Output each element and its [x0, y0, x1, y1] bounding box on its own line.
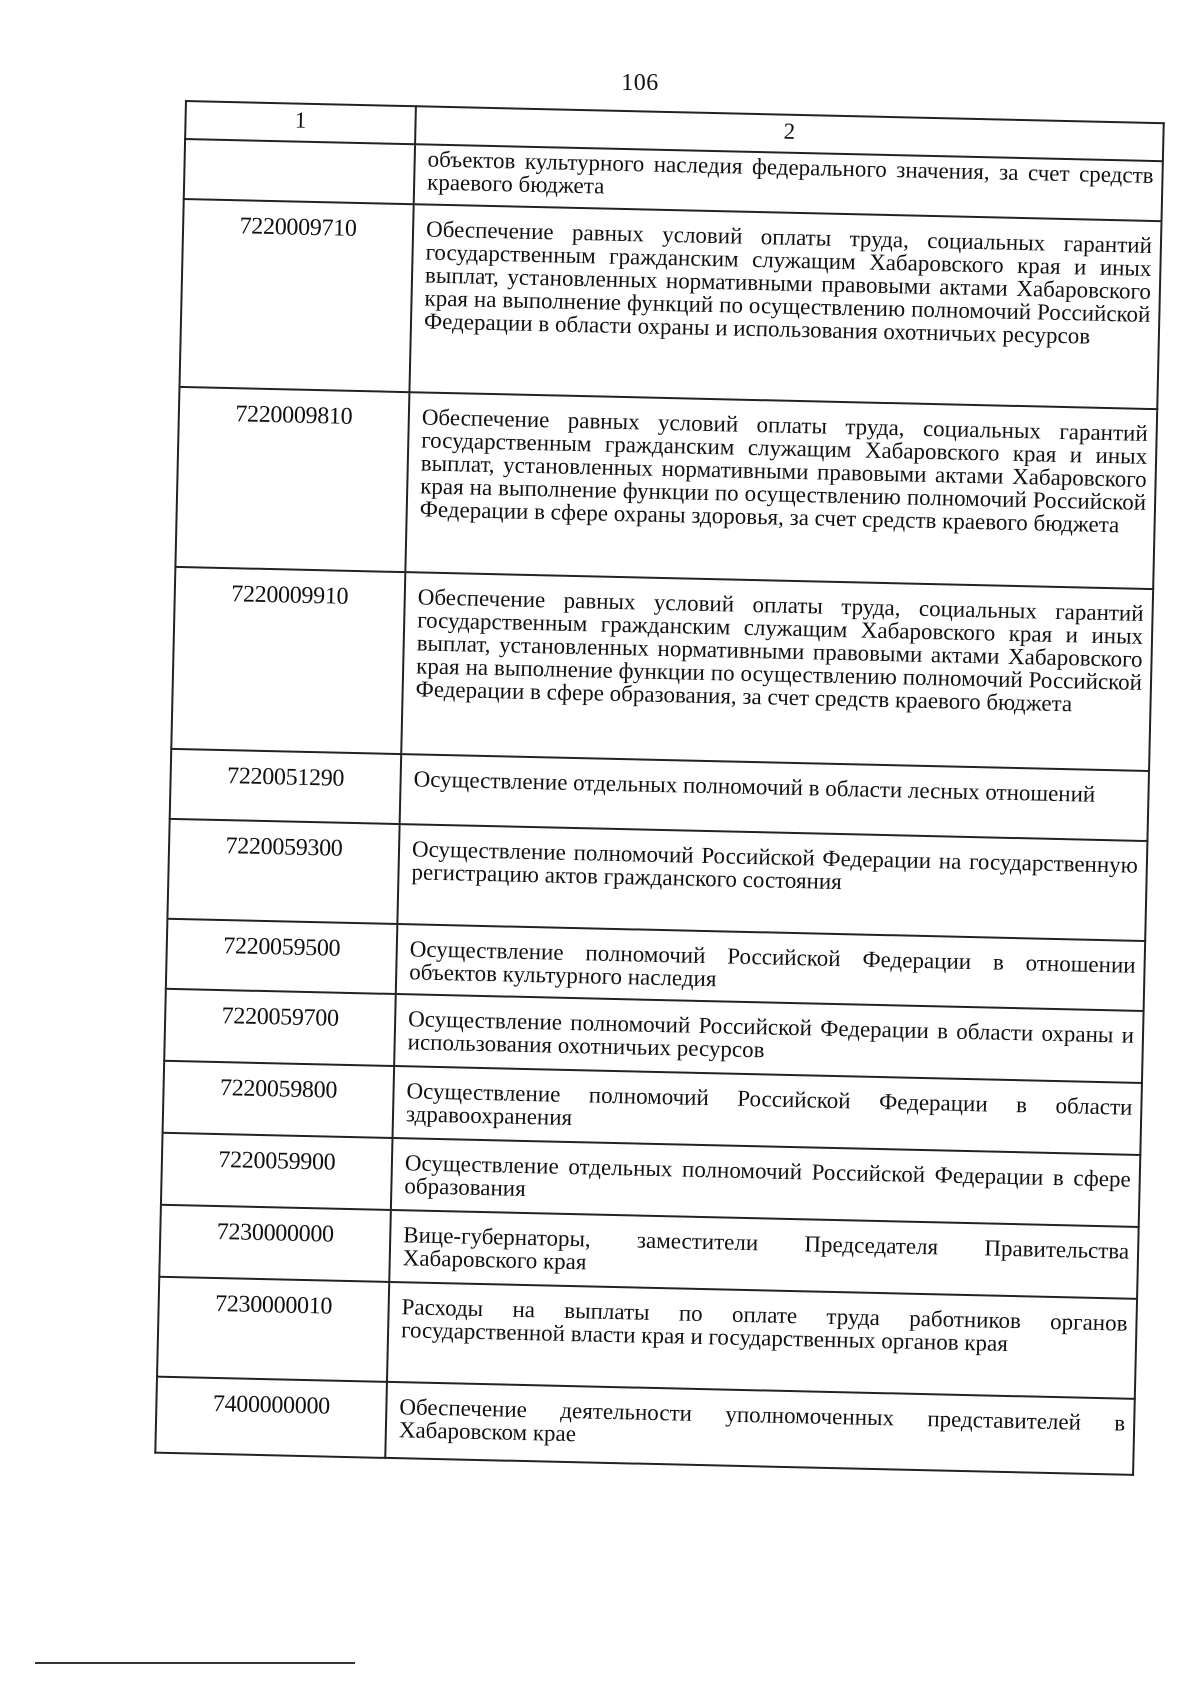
row-text: Вице-губернаторы, заместители Председателя Правительства Хабаровского края [389, 1210, 1138, 1299]
row-code: 7220059900 [161, 1133, 393, 1210]
column-header-code: 1 [185, 101, 416, 144]
row-text: Осуществление полномочий Российской Федерации в области здравоохранения [393, 1066, 1142, 1155]
row-code: 7220059800 [163, 1061, 395, 1138]
footnote-rule [35, 1662, 355, 1664]
row-text: Осуществление отдельных полномочий в области лесных отношений [400, 754, 1149, 841]
table-row [171, 567, 1153, 771]
table-row [179, 199, 1161, 409]
row-code: 7220009810 [175, 387, 409, 572]
budget-classification-table [154, 100, 1164, 1476]
row-text: объектов культурного наследия федерального значения, за счет средств краевого бюджета [414, 144, 1163, 221]
row-code: 7230000010 [157, 1277, 389, 1382]
row-code: 7220009910 [171, 567, 405, 754]
row-code: 7220051290 [170, 749, 402, 824]
row-text: Обеспечение равных условий оплаты труда, социальных гарантий государственным гражданским служащим Хабаровского края и иных выплат, установленных нормативными правовыми актами Хабаровского края на выполнение функции по осуществлению полномочий Российской Федерации в сфере образования, за счет средств краевого бюджета [401, 572, 1153, 771]
row-code [184, 139, 415, 204]
row-text: Осуществление полномочий Российской Федерации на государственную регистрацию актов гражданского состояния [397, 824, 1147, 941]
column-header-name: 2 [415, 106, 1164, 161]
row-code: 7230000000 [159, 1205, 391, 1282]
row-text: Обеспечение равных условий оплаты труда, социальных гарантий государственным гражданским служащим Хабаровского края и иных выплат, установленных нормативными правовыми актами Хабаровского края на выполнение функций по осуществлению полномочий Российской Федерации в области охраны и использования охотничьих ресурсов [409, 204, 1161, 409]
table-row [175, 387, 1157, 589]
row-code: 7400000000 [155, 1377, 387, 1458]
row-text: Обеспечение равных условий оплаты труда, социальных гарантий государственным гражданским служащим Хабаровского края и иных выплат, установленных нормативными правовыми актами Хабаровского края на выполнение функции по осуществлению полномочий Российской Федерации в сфере охраны здоровья, за счет средств краевого бюджета [405, 392, 1157, 589]
row-text: Осуществление полномочий Российской Федерации в отношении объектов культурного наследия [396, 924, 1145, 1011]
row-text: Осуществление полномочий Российской Федерации в области охраны и использования охотничьих ресурсов [394, 994, 1143, 1083]
row-text: Расходы на выплаты по оплате труда работников органов государственной власти края и государственных органов края [387, 1282, 1137, 1399]
row-code: 7220059500 [166, 919, 398, 994]
row-text: Осуществление отдельных полномочий Российской Федерации в сфере образования [391, 1138, 1140, 1227]
row-code: 7220009710 [179, 199, 413, 392]
row-code: 7220059300 [167, 819, 399, 924]
page-number: 106 [621, 70, 659, 96]
row-text: Обеспечение деятельности уполномоченных представителей в Хабаровском крае [385, 1382, 1135, 1475]
row-code: 7220059700 [164, 989, 396, 1066]
